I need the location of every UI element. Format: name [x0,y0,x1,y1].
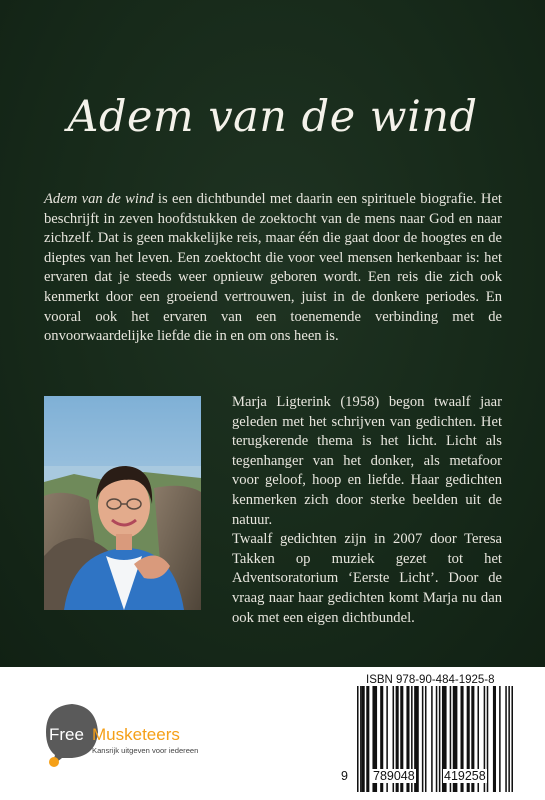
logo-musketeers-text: Musketeers [92,725,180,744]
author-portrait-image [44,396,201,610]
logo-tagline: Kansrijk uitgeven voor iedereen [92,746,199,755]
logo-free-text: Free [49,725,84,744]
free-musketeers-logo [42,700,202,768]
author-photo [44,396,201,610]
ean-left-group: 789048 [373,769,415,783]
book-title: Adem van de wind [67,92,478,142]
book-blurb [44,190,502,347]
isbn-label: ISBN 978-90-484-1925-8 [366,674,495,686]
logo-dot-icon [49,757,59,767]
barcode-bar [436,686,438,792]
barcode-bar [431,686,433,792]
barcode-bar [511,686,513,792]
barcode-bar [505,686,507,792]
barcode-bar [425,686,427,792]
barcode-bar [493,686,496,792]
barcode-bar [499,686,501,792]
barcode-bar [422,686,424,792]
ean-right-group: 419258 [444,769,486,783]
barcode-bar [487,686,489,792]
barcode-bar [362,686,365,792]
barcode-bar [357,686,359,792]
bio-paragraph-1: Marja Ligterink (1958) begon twaalf jaar geleden met het schrijven van gedichten. Het terugkerende thema is het licht. Licht als tegenhanger van het donker, als metafoor voor geloof, hoop en liefde. Haar gedichten kenmerken zich door sterke beelden uit de natuur. [232,394,502,528]
barcode-bar [366,686,369,792]
barcode-bar [439,686,441,792]
barcode-bar [508,686,510,792]
ean-first-digit: 9 [341,769,348,783]
author-bio [232,393,502,628]
barcode-bar [360,686,362,792]
blurb-text: is een dichtbundel met daarin een spirituele biografie. Het beschrijft in zeven hoofdstukken de zoektocht van de mens naar God en naar zichzelf. Dat is geen makkelijke reis, maar één die gaat door de hoogtes en de dieptes van het leven. Een zoektocht die voor veel mensen herkenbaar is: het ervaren dat je steeds weer opnieuw geboren wordt. Een reis die zich ook kenmerkt door een groeiend vertrouwen, juist in de donkere periodes. En vooral ook het ervaren van een toenemende verbinding met de onvoorwaardelijke liefde die in en om ons heen is. [44,191,502,345]
bio-paragraph-2: Twaalf gedichten zijn in 2007 door Teresa Takken op muziek gezet tot het Adventsoratorium ‘Eerste Licht’. Door de vraag naar haar gedichten komt Marja nu dan ook met een eigen dichtbundel. [232,531,502,626]
blurb-title: Adem van de wind [44,191,154,207]
